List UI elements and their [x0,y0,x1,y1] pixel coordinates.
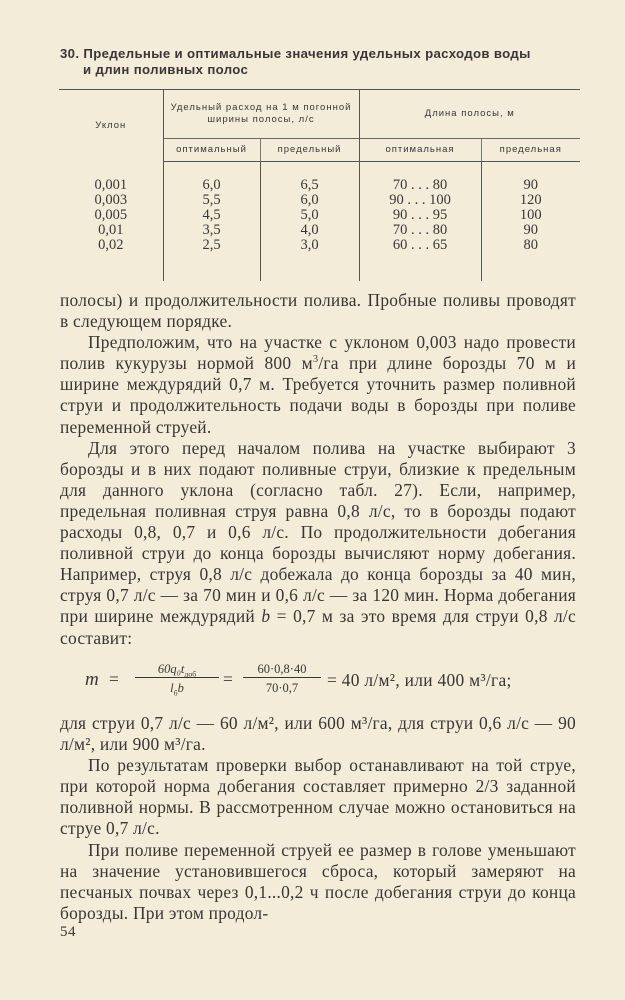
header-length-maximum: предельная [481,139,580,162]
header-slope: Уклон [59,90,163,162]
caption-line-2: и длин поливных полос [83,62,249,77]
table-number: 30. [60,46,80,61]
formula-equals: = [109,669,119,689]
body-text-upper [60,290,576,649]
formula-norm [85,657,565,703]
body-text-lower [60,713,576,924]
formula-equals-2: = [223,669,233,689]
formula-result: = 40 л/м², или 400 м³/га; [327,670,512,690]
header-flow-optimal: оптимальный [163,139,260,162]
table-row: 0,001 6,0 6,5 70 . . . 80 90 [59,178,580,193]
header-flow-group: Удельный расход на 1 м погонной ширины полосы, л/с [163,90,359,139]
table-row: 0,005 4,5 5,0 90 . . . 95 100 [59,208,580,223]
header-length-optimal: оптимальная [359,139,481,162]
paragraph: для струи 0,7 л/с — 60 л/м², или 600 м³/га, для струи 0,6 л/с — 90 л/м², или 900 м³/га. [60,713,576,755]
paragraph: Предположим, что на участке с уклоном 0,003 надо провести полив кукурузы нормой 800 $м^3/га$ при длине борозды 70 м и ширине междурядий 0,7 м. Требуется уточнить размер поливной струи и продолжительность подачи воды в борозды при поливе переменной струей. [60,332,576,437]
header-length-group: Длина полосы, м [359,90,580,139]
table-row: 0,003 5,5 6,0 90 . . . 100 120 [59,193,580,208]
paragraph: При поливе переменной струей ее размер в голове уменьшают на значение установившегося сброса, который замеряют на песчаных почвах через 0,1...0,2 ч после добегания струи до конца борозды. При этом продол- [60,839,576,923]
formula-fraction-numeric: $\frac{60\cdot 0,8\cdot 40}{70\cdot 0,7}$ [243,662,321,696]
paragraph: полосы) и продолжительности полива. Пробные поливы проводят в следующем порядке. [60,290,576,332]
formula-lhs: m [85,669,99,690]
table-row: 0,01 3,5 4,0 70 . . . 80 90 [59,223,580,238]
caption-line-1: Предельные и оптимальные значения удельных расходов воды [83,46,531,61]
flow-length-table [59,89,580,281]
formula-fraction-symbolic: $60q_0t_{доб}$ $l_бb$ [135,662,219,696]
header-flow-maximum: предельный [260,139,359,162]
paragraph: По результатам проверки выбор останавливают на той струе, при которой норма добегания составляет примерно 2/3 заданной поливной нормы. В рассмотренном случае можно остановиться на струе 0,7 л/с. [60,755,576,839]
paragraph: Для этого перед началом полива на участке выбирают 3 борозды и в них подают поливные струи, близкие к предельным для данного уклона (согласно табл. 27). Если, например, предельная поливная струя равна 0,8 л/с, то в борозды подают расходы 0,8, 0,7 и 0,6 л/с. По продолжительности добегания поливной струи до конца борозды вычисляют норму добегания. Например, струя 0,8 л/с добежала до конца борозды за 40 мин, струя 0,7 л/с — за 70 мин и 0,6 л/с — за 120 мин. Норма добегания при ширине междурядий b = 0,7 м за это время для струи 0,8 л/с составит: [60,437,576,648]
table-caption [60,46,590,78]
table-row: 0,02 2,5 3,0 60 . . . 65 80 [59,238,580,253]
page-number: 54 [60,924,76,940]
